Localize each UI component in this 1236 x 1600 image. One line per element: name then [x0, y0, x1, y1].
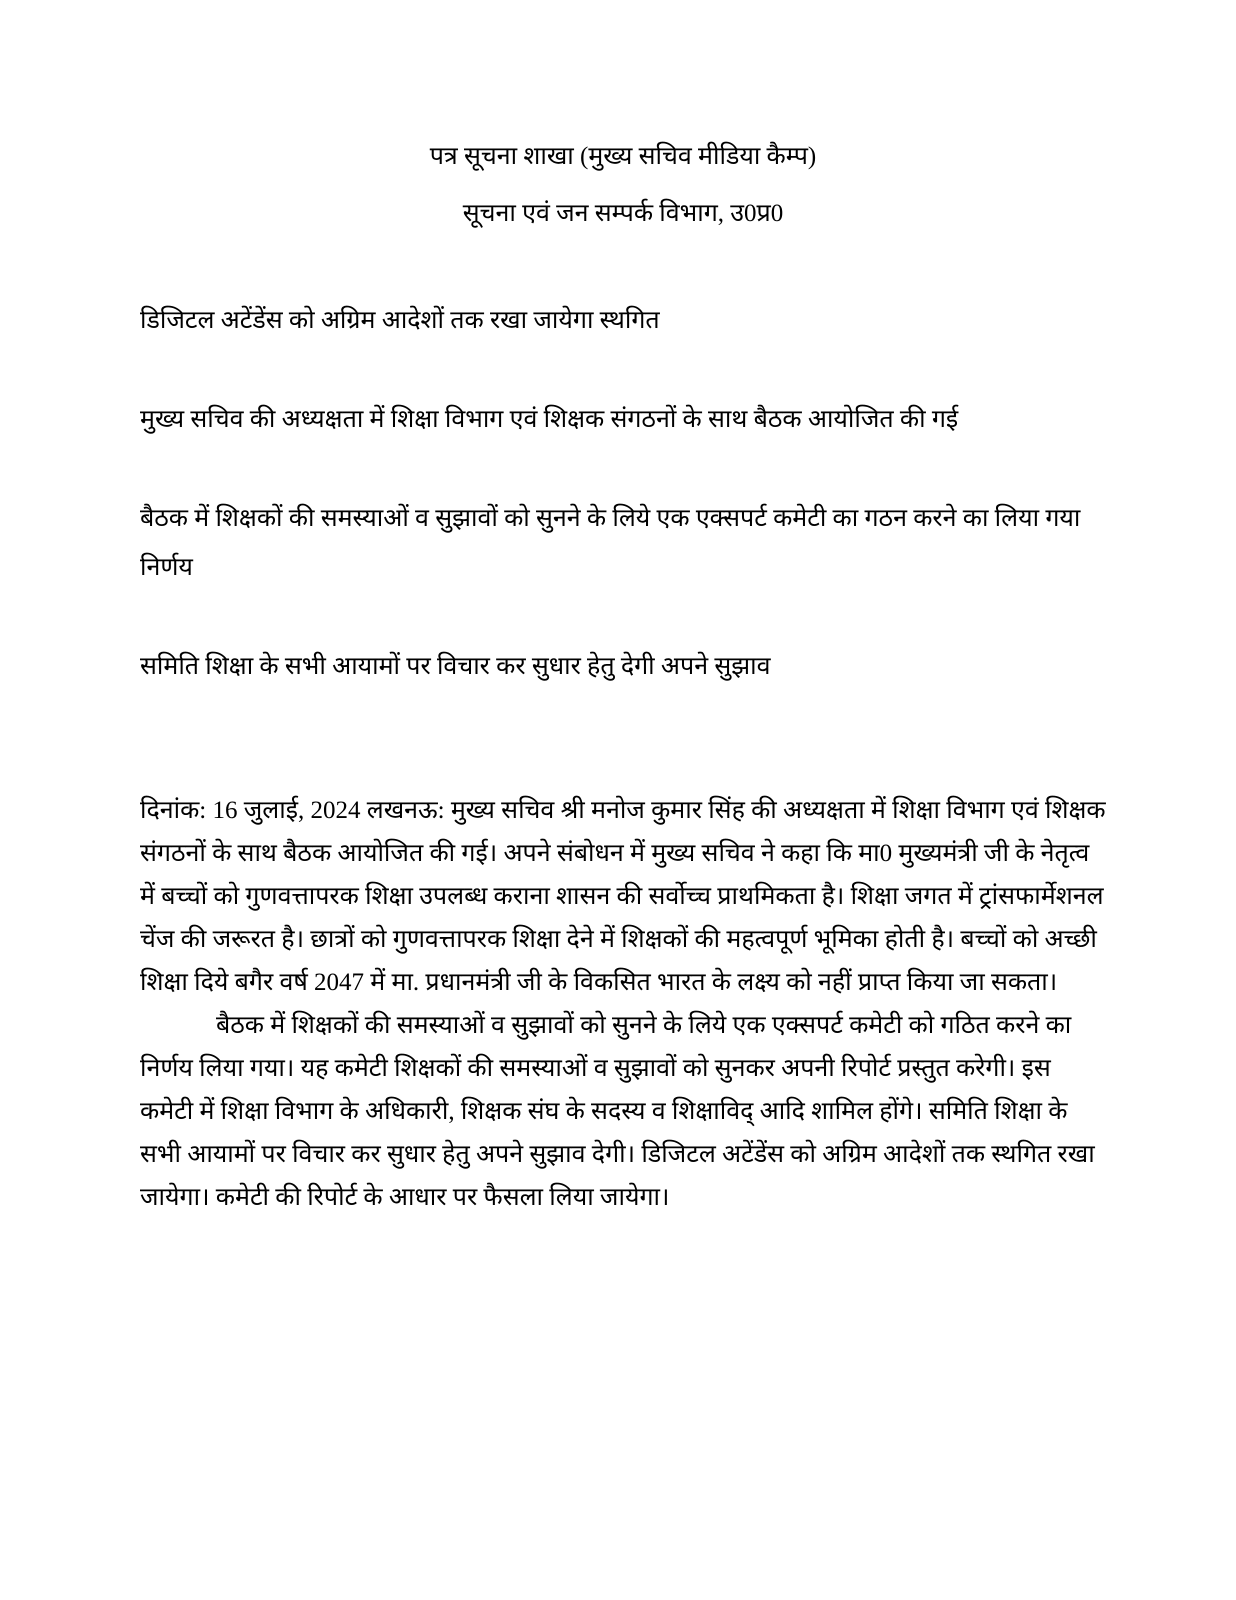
body-paragraph-1: दिनांक: 16 जुलाई, 2024 लखनऊ: मुख्य सचिव श्री मनोज कुमार सिंह की अध्यक्षता में शिक्षा विभाग एवं शिक्षक संगठनों के साथ बैठक आयोजित की गई। अपने संबोधन में मुख्य सचिव ने कहा कि मा0 मुख्यमंत्री जी के नेतृत्व में बच्चों को गुणवत्तापरक शिक्षा उपलब्ध कराना शासन की सर्वोच्च प्राथमिकता है। शिक्षा जगत में ट्रांसफार्मेशनल चेंज की जरूरत है। छात्रों को गुणवत्तापरक शिक्षा देने में शिक्षकों की महत्वपूर्ण भूमिका होती है। बच्चों को अच्छी शिक्षा दिये बगैर वर्ष 2047 में मा. प्रधानमंत्री जी के विकसित भारत के लक्ष्य को नहीं प्राप्त किया जा सकता। [140, 797, 1106, 996]
body-section [140, 789, 1106, 1219]
body-paragraph-2: बैठक में शिक्षकों की समस्याओं व सुझावों को सुनने के लिये एक एक्सपर्ट कमेटी को गठित करने का निर्णय लिया गया। यह कमेटी शिक्षकों की समस्याओं व सुझावों को सुनकर अपनी रिपोर्ट प्रस्तुत करेगी। इस कमेटी में शिक्षा विभाग के अधिकारी, शिक्षक संघ के सदस्य व शिक्षाविद् आदि शामिल होंगे। समिति शिक्षा के सभी आयामों पर विचार कर सुधार हेतु अपने सुझाव देगी। डिजिटल अटेंडेंस को अग्रिम आदेशों तक स्थगित रखा जायेगा। कमेटी की रिपोर्ट के आधार पर फैसला लिया जायेगा। [140, 1012, 1095, 1211]
header-line-press-information-branch: पत्र सूचना शाखा (मुख्य सचिव मीडिया कैम्प) [429, 143, 817, 170]
headline-expert-committee-decision: बैठक में शिक्षकों की समस्याओं व सुझावों को सुनने के लिये एक एक्सपर्ट कमेटी का गठन करने का लिया गया निर्णय [140, 505, 1081, 581]
headline-committee-suggestions: समिति शिक्षा के सभी आयामों पर विचार कर सुधार हेतु देगी अपने सुझाव [140, 653, 771, 680]
headline-chief-secretary-meeting: मुख्य सचिव की अध्यक्षता में शिक्षा विभाग एवं शिक्षक संगठनों के साथ बैठक आयोजित की गई [140, 406, 959, 433]
header-line-department: सूचना एवं जन सम्पर्क विभाग, उ0प्र0 [462, 200, 784, 227]
headline-digital-attendance: डिजिटल अटेंडेंस को अग्रिम आदेशों तक रखा जायेगा स्थगित [140, 307, 660, 334]
document-header [140, 133, 1106, 238]
headline-section [140, 296, 1106, 691]
